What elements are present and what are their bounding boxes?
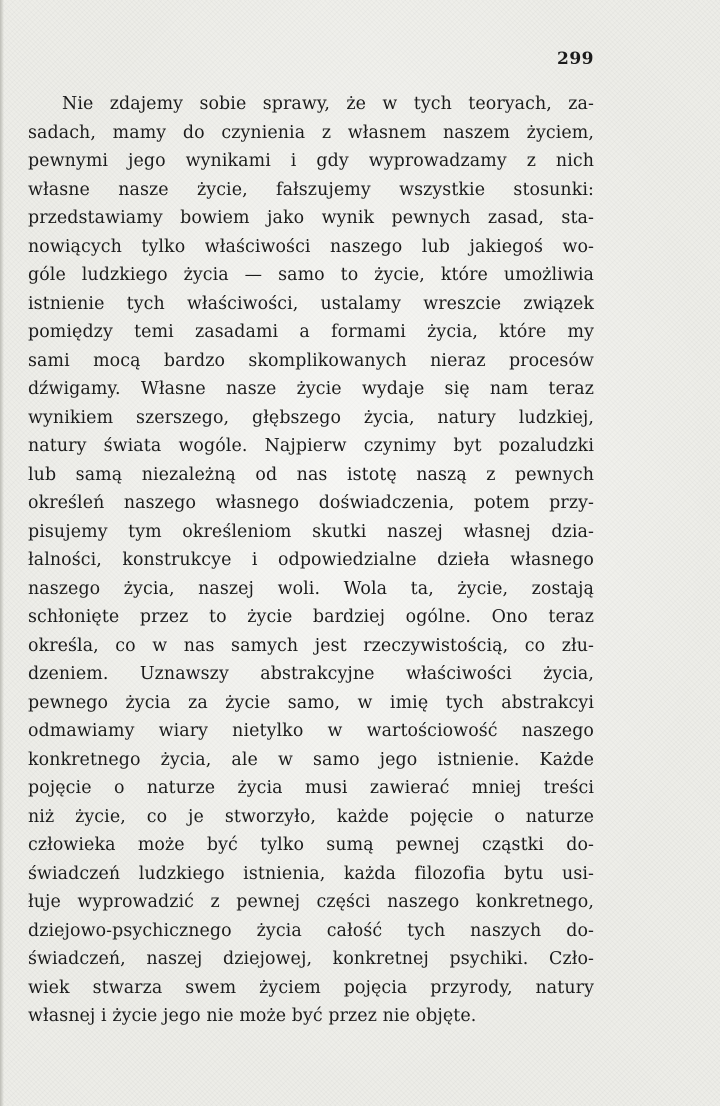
page-edge-shadow [0,0,4,1106]
text-line: wiek stwarza swem życiem pojęcia przyrody, natury [28,977,594,998]
text-line: pomiędzy temi zasadami a formami życia, które my [28,322,594,342]
text-line: własne nasze życie, fałszujemy wszystkie stosunki: [28,179,594,200]
text-line: wynikiem szerszego, głębszego życia, natury ludzkiej, [28,407,594,428]
text-line: łalności, konstrukcye i odpowiedzialne dzieła własnego [28,550,594,570]
body-paragraph [28,90,594,1031]
text-line: góle ludzkiego życia — samo to życie, które umożliwia [28,265,594,285]
text-line: określeń naszego własnego doświadczenia, potem przy- [28,493,594,513]
text-line: odmawiamy wiary nietylko w wartościowość naszego [28,721,594,741]
text-line: nowiących tylko właściwości naszego lub jakiegoś wo- [28,236,594,257]
text-line: człowieka może być tylko sumą pewnej cząstki do- [28,835,594,855]
text-line: istnienie tych właściwości, ustalamy wreszcie związek [28,293,594,314]
text-line: pojęcie o naturze życia musi zawierać mniej treści [28,778,594,798]
text-line: niż życie, co je stworzyło, każde pojęcie o naturze [28,806,594,827]
text-line: naszego życia, naszej woli. Wola ta, życie, zostają [28,578,594,599]
text-line: pisujemy tym określeniom skutki naszej własnej dzia- [28,521,594,542]
page-number: 299 [557,49,594,69]
text-line: lub samą niezależną od nas istotę naszą z pewnych [28,464,594,485]
text-line: świadczeń, naszej dziejowej, konkretnej psychiki. Czło- [28,949,594,969]
text-line: własnej i życie jego nie może być przez nie objęte. [28,1006,477,1026]
text-line: natury świata wogóle. Najpierw czynimy byt pozaludzki [28,436,594,456]
text-line: dzeniem. Uznawszy abstrakcyjne właściwości życia, [28,664,594,684]
text-line: sadach, mamy do czynienia z własnem naszem życiem, [28,122,594,143]
text-line: określa, co w nas samych jest rzeczywistością, co złu- [28,635,594,656]
text-line: dziejowo-psychicznego życia całość tych naszych do- [28,920,594,941]
text-line: pewnego życia za życie samo, w imię tych abstrakcyi [28,692,594,713]
text-line: łuje wyprowadzić z pewnej części naszego konkretnego, [28,892,594,912]
text-line: świadczeń ludzkiego istnienia, każda filozofia bytu usi- [28,863,594,884]
text-line: dźwigamy. Własne nasze życie wydaje się nam teraz [28,379,594,399]
text-line: przedstawiamy bowiem jako wynik pewnych zasad, sta- [28,208,594,228]
text-line: schłonięte przez to życie bardziej ogólne. Ono teraz [28,607,594,627]
text-line: Nie zdajemy sobie sprawy, że w tych teoryach, za- [62,94,594,114]
text-line: pewnymi jego wynikami i gdy wyprowadzamy z nich [28,151,594,171]
text-line: sami mocą bardzo skomplikowanych nieraz procesów [28,350,594,371]
text-line: konkretnego życia, ale w samo jego istnienie. Każde [28,749,594,770]
